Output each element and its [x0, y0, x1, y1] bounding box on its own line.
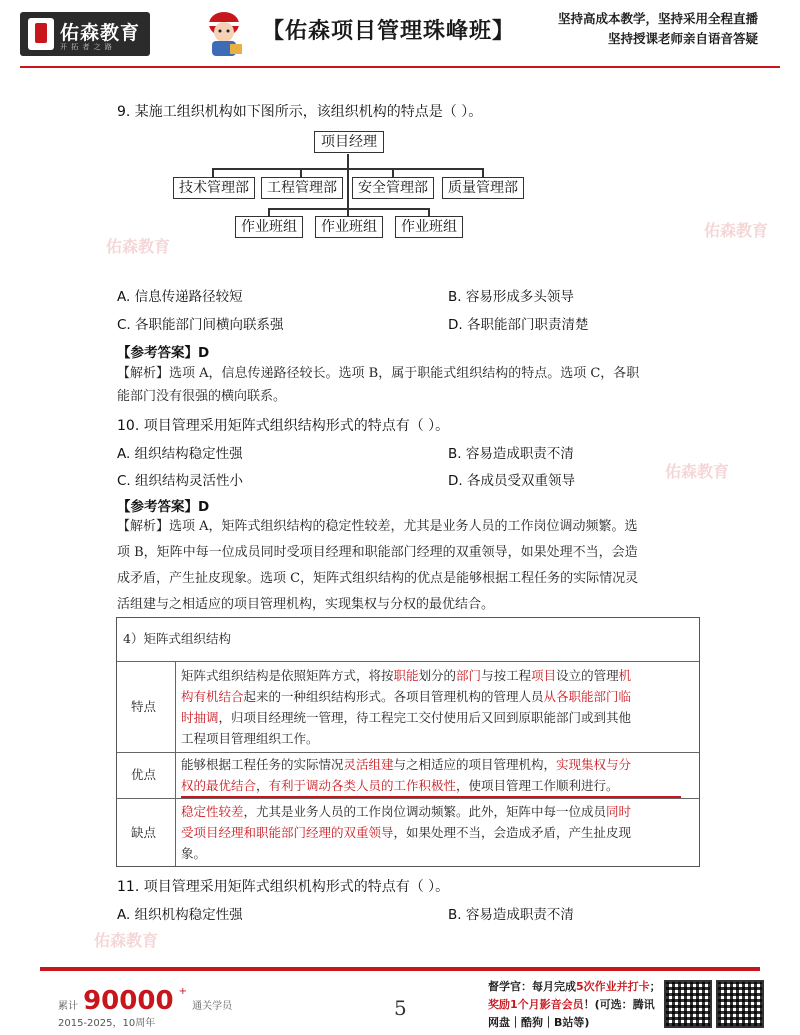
- org-node-dept: 技术管理部: [173, 177, 255, 199]
- table-divider: [117, 798, 699, 799]
- option-b: B. 容易造成职责不清: [448, 907, 574, 923]
- option-a: A. 信息传递路径较短: [117, 289, 243, 305]
- watermark: 佑森教育: [106, 237, 171, 256]
- answer-label: 【参考答案】D: [117, 345, 210, 361]
- table-text-line: 构有机结合起来的一种组织结构形式。各项目管理机构的管理人员从各职能部门临: [181, 689, 632, 704]
- footer-promo-2: 奖励1个月影音会员！(可选：腾讯: [488, 998, 655, 1011]
- org-node-dept: 安全管理部: [352, 177, 434, 199]
- analysis-line: 能部门没有很强的横向联系。: [117, 389, 287, 404]
- org-node-project-manager: 项目经理: [314, 131, 384, 153]
- mascot-icon: [200, 8, 248, 60]
- org-node-team: 作业班组: [235, 216, 303, 238]
- option-c: C. 组织结构灵活性小: [117, 473, 244, 489]
- footer-stats: [58, 986, 232, 1016]
- table-divider: [117, 661, 699, 662]
- table-text-line: 象。: [181, 846, 207, 861]
- org-node-dept: 工程管理部: [261, 177, 343, 199]
- footer-divider: [40, 967, 760, 971]
- row-label-features: 特点: [131, 699, 157, 714]
- analysis-line: 【解析】选项 A，信息传递路径较长。选项 B，属于职能式组织结构的特点。选项 C，各职: [117, 366, 640, 381]
- table-text-line: 矩阵式组织结构是依照矩阵方式，将按职能划分的部门与按工程项目设立的管理机: [181, 668, 632, 683]
- watermark: 佑森教育: [704, 221, 769, 240]
- org-node-team: 作业班组: [395, 216, 463, 238]
- header-title: 【佑森项目管理珠峰班】: [262, 19, 516, 44]
- page-number: 5: [394, 996, 407, 1020]
- logo-subtext: 开 拓 者 之 路: [60, 43, 113, 51]
- footer-years: 2015-2025，10周年: [58, 1018, 156, 1029]
- table-text-line: 能够根据工程任务的实际情况灵活组建与之相适应的项目管理机构，实现集权与分: [181, 757, 632, 772]
- row-label-advantages: 优点: [131, 767, 157, 782]
- header-divider: [20, 66, 780, 68]
- question-10-stem: 10. 项目管理采用矩阵式组织结构形式的特点有（ ）。: [117, 418, 450, 434]
- header-slogan-1: 坚持高成本教学，坚持采用全程直播: [557, 11, 758, 26]
- option-a: A. 组织结构稳定性强: [117, 446, 243, 462]
- option-d: D. 各成员受双重领导: [448, 473, 575, 489]
- analysis-line: 活组建与之相适应的项目管理机构，实现集权与分权的最优结合。: [117, 597, 495, 612]
- table-text-line: 工程项目管理组织工作。: [181, 731, 319, 746]
- footer-prefix: 累计: [58, 1001, 78, 1012]
- qr-code-icon: [716, 980, 764, 1028]
- table-text-line: 受项目经理和职能部门经理的双重领导，如果处理不当，会造成矛盾，产生扯皮现: [181, 825, 632, 840]
- option-b: B. 容易形成多头领导: [448, 289, 574, 305]
- option-b: B. 容易造成职责不清: [448, 446, 574, 462]
- brand-logo: [20, 12, 150, 56]
- table-title: 4）矩阵式组织结构: [123, 631, 231, 646]
- table-text-line: 稳定性较差，尤其是业务人员的工作岗位调动频繁。此外，矩阵中每一位成员同时: [181, 804, 632, 819]
- table-divider: [175, 661, 176, 866]
- logo-text: 佑森教育: [60, 22, 141, 44]
- footer-promo-3: 网盘｜酷狗｜B站等): [488, 1016, 590, 1029]
- analysis-line: 成矛盾，产生扯皮现象。选项 C，矩阵式组织结构的优点是能够根据工程任务的实际情况灵: [117, 571, 639, 586]
- header-slogan-2: 坚持授课老师亲自语音答疑: [607, 31, 758, 46]
- watermark: 佑森教育: [665, 462, 730, 481]
- option-d: D. 各职能部门职责清楚: [448, 317, 589, 333]
- analysis-line: 【解析】选项 A，矩阵式组织结构的稳定性较差，尤其是业务人员的工作岗位调动频繁。选: [117, 519, 638, 534]
- question-11-stem: 11. 项目管理采用矩阵式组织机构形式的特点有（ ）。: [117, 879, 450, 895]
- row-label-disadvantages: 缺点: [131, 825, 157, 840]
- question-9-stem: 9. 某施工组织机构如下图所示，该组织机构的特点是（ ）。: [117, 104, 483, 120]
- logo-mark-icon: [28, 18, 54, 50]
- qr-code-icon: [664, 980, 712, 1028]
- table-text-line: 时抽调，归项目经理统一管理，待工程完工交付使用后又回到原职能部门或到其他: [181, 710, 632, 725]
- option-c: C. 各职能部门间横向联系强: [117, 317, 284, 333]
- table-text-line: 权的最优结合，有利于调动各类人员的工作积极性，使项目管理工作顺利进行。: [181, 778, 619, 793]
- highlight-underline: [181, 796, 681, 798]
- option-a: A. 组织机构稳定性强: [117, 907, 243, 923]
- footer-plus: +: [178, 986, 188, 997]
- footer-count: 90000: [83, 986, 174, 1016]
- footer-suffix: 通关学员: [192, 1001, 233, 1012]
- table-divider: [117, 752, 699, 753]
- watermark: 佑森教育: [94, 931, 159, 950]
- org-node-team: 作业班组: [315, 216, 383, 238]
- answer-label: 【参考答案】D: [117, 499, 210, 515]
- analysis-line: 项 B，矩阵中每一位成员同时受项目经理和职能部门经理的双重领导，如果处理不当，会造: [117, 545, 638, 560]
- org-node-dept: 质量管理部: [442, 177, 524, 199]
- matrix-structure-table: [116, 617, 700, 867]
- footer-promo-1: 督学官：每月完成5次作业并打卡；: [488, 980, 661, 993]
